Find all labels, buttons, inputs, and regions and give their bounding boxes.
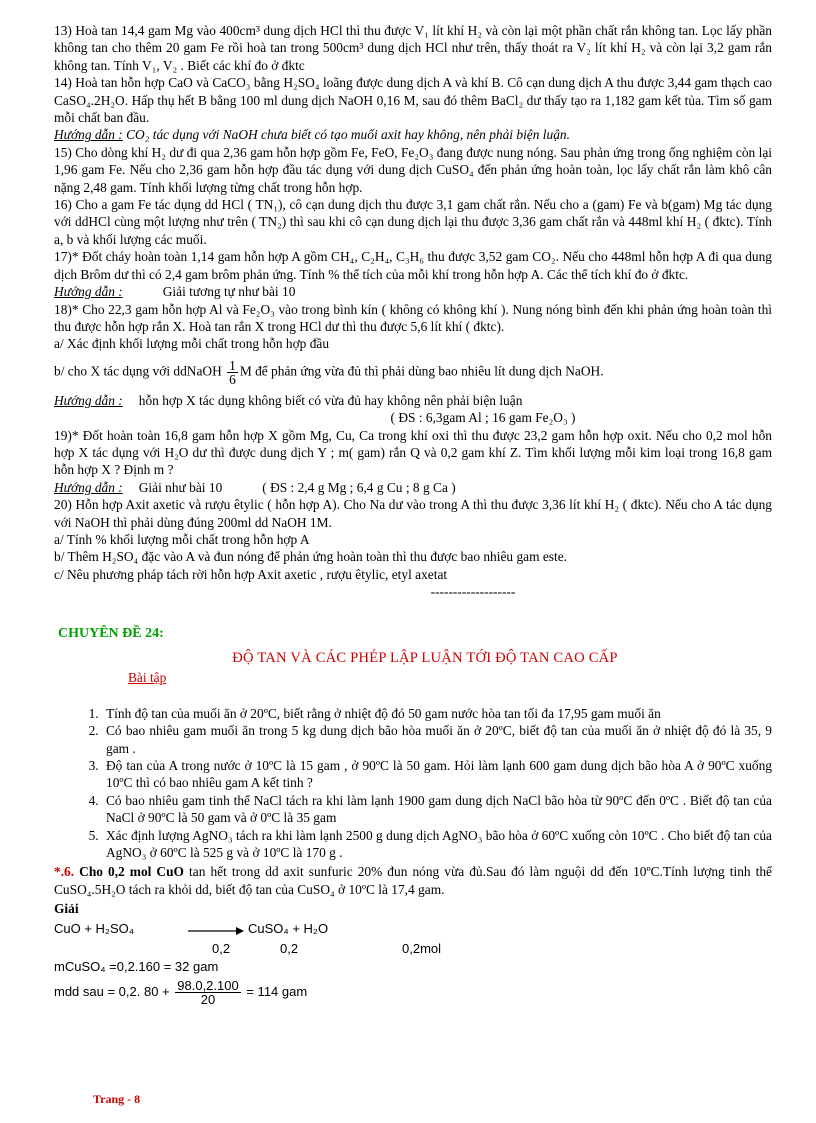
problem-14: 14) Hoà tan hỗn hợp CaO và CaCO₃ bằng H₂SO₄ loãng được dung dịch A và khí B. Cô cạn dung dịch A thu được 3,44 gam thạch cao CaSO₄.2H₂O. Hấp thụ hết B bằng 100 ml dung dịch NaOH 0,16 M, sau đó thêm BaCl₂ dư thấy tạo ra 1,182 gam kết tủa. Tìm số gam mỗi chất ban đầu. [54,75,772,126]
problem-20c: c/ Nêu phương pháp tách rời hỗn hợp Axit axetic , rượu êtylic, etyl axetat [54,566,448,582]
problem-18b-pre: b/ cho X tác dụng với ddNaOH [54,363,222,379]
exercise-item: 2. Có bao nhiêu gam muối ăn trong 5 kg dung dịch bão hòa muối ăn ở 20ºC, biết độ tan của muối ăn ở nhiệt độ đó là 35, 9 gam . [102,722,772,757]
reaction-equation [54,920,772,940]
page-content [54,22,772,1006]
guide-14 [54,126,772,143]
problem-6 [54,863,772,898]
problem-19: 19)* Đốt hoàn toàn 16,8 gam hỗn hợp X gồm Mg, Cu, Ca trong khí oxi thì thu được 23,2 gam hỗn hợp oxit. Nếu cho 0,2 mol hỗn hợp X tác dụng với H₂O dư thì được dung dịch Y ; m( gam) rắn Q và 0,2 gam khí Z. Tìm khối lượng mỗi kim loại trong 16,8 gam hỗn hợp X ? Định m ? [54,427,772,478]
reaction-arrow-icon [188,926,244,936]
reaction-reactants: CuO + H₂SO₄ [54,920,135,936]
fraction-one-sixth [227,359,238,386]
mole-row [54,940,772,958]
problem-15: 15) Cho dòng khí H₂ dư đi qua 2,36 gam hỗn hợp gồm Fe, FeO, Fe₂O₃ đang được nung nóng. Sau phản ứng trong ống nghiệm còn lại 1,96 gam Fe. Nếu cho 2,36 gam hỗn hợp đầu tác dụng với dung dịch CuSO₄ đến phản ứng hoàn toàn, lọc lấy chất rắn làm khô cân nặng 2,48 gam. Tính khối lượng từng chất trong hỗn hợp. [54,144,772,195]
problem-16: 16) Cho a gam Fe tác dụng dd HCl ( TN₁), cô cạn dung dịch thu được 3,1 gam chất rắn. Nếu cho a (gam) Fe và b(gam) Mg tác dụng với ddHCl cùng một lượng như trên ( TN₂) thì sau khi cô cạn dung dịch lại thu được 3,36 gam chất rắn và 448ml khí H₂ ( đktc). Tính a, b và khối lượng các muối. [54,197,772,247]
problem-18b [54,359,772,386]
problem-17: 17)* Đốt cháy hoàn toàn 1,14 gam hỗn hợp A gồm CH₄, C₂H₄, C₃H₆ thu được 3,52 gam CO₂. Nếu cho 448ml hỗn hợp A đi qua dung dịch Brôm dư thì có 2,4 gam brôm phản ứng. Tính % thể tích của mỗi khí trong hỗn hợp A. Các thể tích khí đo ở đktc. [54,249,772,282]
guide-label: Hướng dẫn : [54,284,123,300]
mass-solution-post: = 114 gam [246,984,308,1000]
guide-17 [54,283,772,300]
chapter-title: ĐỘ TAN VÀ CÁC PHÉP LẬP LUẬN TỚI ĐỘ TAN CAO CẤP [232,650,618,666]
problem-13: 13) Hoà tan 14,4 gam Mg vào 400cm³ dung dịch HCl thì thu được V₁ lít khí H₂ và còn lại một phần chất rắn không tan. Lọc lấy phần không tan cho thêm 20 gam Fe rồi hoà tan trong 500cm³ dung dịch HCl như trên, thấy thoát ra V₂ lít khí H₂ và còn lại 3,2 gam rắn không tan. Tính V₁, V₂ . Biết các khí đo ở đktc [54,23,772,73]
problem-18b-post: M để phản ứng vừa đủ thì phải dùng bao nhiêu lít dung dịch NaOH. [239,363,604,379]
guide-text: Giải như bài 10 [138,479,223,495]
mole-cuo: 0,2 [212,940,231,956]
guide-label: Hướng dẫn : [54,479,123,495]
problem-20b: b/ Thêm H₂SO₄ đặc vào A và đun nóng để phản ứng hoàn toàn thì thu được bao nhiêu gam este. [54,549,568,565]
fraction-denominator: 20 [200,992,216,1008]
guide-text: Giải tương tự như bài 10 [162,284,296,300]
mass-cuso4: mCuSO₄ =0,2.160 = 32 gam [54,958,219,974]
answer-19: ( ĐS : 2,4 g Mg ; 6,4 g Cu ; 8 g Ca ) [262,479,456,495]
problem-20: 20) Hỗn hợp Axit axetic và rượu êtylic ( hỗn hợp A). Cho Na dư vào trong A thì thu được 3,36 lít khí H₂ ( đktc). Nếu cho A tác dụng với NaOH thì phải dùng đúng 200ml dd NaOH 1M. [54,497,772,530]
guide-19 [54,479,772,496]
problem-18a: a/ Xác định khối lượng mỗi chất trong hỗn hợp đầu [54,336,330,352]
solution-block [54,920,772,1006]
mole-cuso4: 0,2mol [402,940,442,956]
fraction-denominator: 6 [229,371,236,387]
solution-heading: Giải [54,901,79,917]
problem-18: 18)* Cho 22,3 gam hỗn hợp Al và Fe₂O₃ vào trong bình kín ( không có không khí ). Nung nóng bình đến khi phản ứng hoàn toàn thì thu được hỗn hợp rắn X. Hoà tan rắn X trong HCl dư thì thu được 5,6 lít khí ( đktc). [54,301,772,334]
exercise-list [54,705,772,862]
guide-18 [54,392,772,409]
mass-solution [54,979,772,1006]
mass-solution-pre: mdd sau = 0,2. 80 + [54,984,170,1000]
guide-label: Hướng dẫn : [54,392,123,408]
guide-text: hỗn hợp X tác dụng không biết có vừa đủ hay không nên phải biện luận [138,392,523,408]
problem-20a: a/ Tính % khối lượng mỗi chất trong hỗn hợp A [54,531,310,547]
problem-6-number: *.6. [54,864,75,880]
fraction-numerator: 1 [229,357,236,373]
problem-6-text: tan hết trong dd axit sunfuric 20% đun nóng vừa đủ.Sau đó làm nguội dd đến 10ºC.Tính lượng tinh thể CuSO₄.5H₂O tách ra khỏi dd, biết độ tan của CuSO₄ ở 10ºC là 17,4 gam. [54,864,773,897]
exercise-item: 4. Có bao nhiêu gam tinh thể NaCl tách ra khi làm lạnh 1900 gam dung dịch NaCl bão hòa từ 90ºC đến 0ºC . Biết độ tan của NaCl ở 90ºC là 50 gam và ở 0ºC là 35 gam [102,792,772,827]
exercise-item: 3. Độ tan của A trong nước ở 10ºC là 15 gam , ở 90ºC là 50 gam. Hỏi làm lạnh 600 gam dung dịch bão hòa A ở 90ºC xuống 10ºC thì có bao nhiêu gam A kết tinh ? [102,757,772,792]
exercise-item: 1. Tính độ tan của muối ăn ở 20ºC, biết rằng ở nhiệt độ đó 50 gam nước hòa tan tối đa 17,95 gam muối ăn [102,705,772,722]
mass-fraction [175,979,240,1006]
reaction-products: CuSO₄ + H₂O [248,920,329,936]
chapter-heading: CHUYÊN ĐỀ 24: [58,625,164,641]
fraction-numerator: 98.0,2.100 [177,978,239,994]
answer-18: ( ĐS : 6,3gam Al ; 16 gam Fe₂O₃ ) [390,410,576,426]
problem-6-bold: Cho 0,2 mol CuO [74,864,184,880]
separator: ------------------- [430,584,516,600]
exercise-item: 5. Xác định lượng AgNO₃ tách ra khi làm lạnh 2500 g dung dịch AgNO₃ bão hòa ở 60ºC xuống còn 10ºC . Cho biết độ tan của AgNO₃ ở 60ºC là 525 g và ở 10ºC là 170 g . [102,827,772,862]
mole-h2so4: 0,2 [280,940,299,956]
guide-label: Hướng dẫn : [54,127,123,143]
exercise-subheading: Bài tập [128,670,167,686]
guide-text: CO₂ tác dụng với NaOH chưa biết có tạo muối axit hay không, nên phải biện luận. [122,127,570,143]
page-number: Trang - 8 [93,1092,141,1106]
